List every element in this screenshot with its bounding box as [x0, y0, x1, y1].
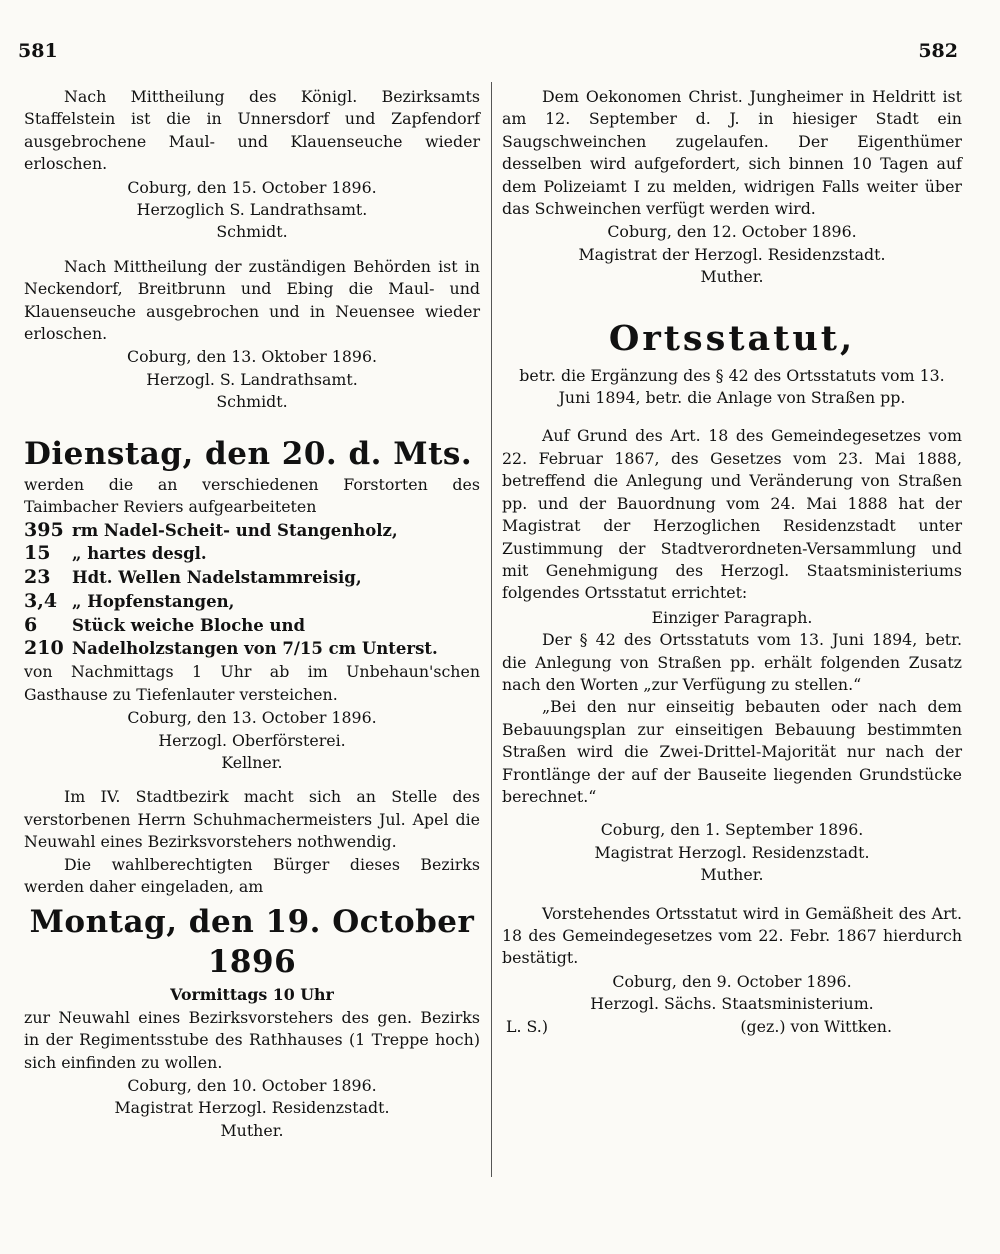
column-divider — [491, 82, 492, 1177]
notice-text: Die wahlberechtigten Bürger dieses Bezirks werden daher eingeladen, am — [24, 854, 480, 896]
wood-qty: 23 — [24, 566, 51, 589]
statute-quote: „Bei den nur einseitig bebauten oder nach dem Bebauungsplan zur einseitigen Bebauung bestimmten Straßen wird die Zwei-Drittel-Majorität nur nach der Frontlänge der auf der Bauseite liegenden Grundstücke berechnet.“ — [502, 697, 962, 806]
wood-qty: 395 — [24, 518, 64, 541]
notice-signer: Schmidt. — [216, 392, 288, 412]
notice-seuche-staffelstein — [24, 86, 480, 244]
seal-mark: L. S.) — [506, 1016, 548, 1036]
statute-ministry: Herzogl. Sächs. Staatsministerium. — [590, 994, 874, 1014]
wood-qty: 15 — [24, 542, 51, 565]
wood-item — [24, 519, 480, 543]
wood-desc: „ Hopfenstangen, — [72, 591, 235, 611]
notice-date: Coburg, den 13. October 1896. — [127, 708, 377, 728]
notice-heading: Dienstag, den 20. d. Mts. — [24, 435, 473, 472]
notice-bezirksvorsteher-wahl — [24, 786, 480, 1142]
statute-date: Coburg, den 1. September 1896. — [600, 820, 864, 840]
notice-holzverkauf — [24, 434, 480, 775]
wood-desc: „ hartes desgl. — [72, 544, 207, 564]
wood-desc: Nadelholzstangen von 7/15 cm Unterst. — [72, 639, 438, 659]
notice-saugschwein — [502, 86, 962, 289]
statute-signer: Muther. — [700, 865, 764, 885]
notice-authority: Herzoglich S. Landrathsamt. — [136, 200, 368, 220]
notice-date: Coburg, den 13. Oktober 1896. — [126, 347, 378, 367]
wood-desc: Hdt. Wellen Nadelstammreisig, — [72, 568, 362, 588]
statute-authority: Magistrat Herzogl. Residenzstadt. — [594, 842, 870, 862]
wood-item — [24, 590, 480, 614]
statute-approval-date: Coburg, den 9. October 1896. — [612, 971, 852, 991]
right-column — [502, 86, 962, 1044]
statute-subtitle: betr. die Ergänzung des § 42 des Ortsstatuts vom 13. Juni 1894, betr. die Anlage von Straßen pp. — [519, 365, 945, 408]
page-number-left: 581 — [18, 40, 58, 62]
statute-section-text: Der § 42 des Ortsstatuts vom 13. Juni 1894, betr. die Anlegung von Straßen pp. erhält folgenden Zusatz nach den Worten „zur Verfügung zu stellen.“ — [502, 630, 962, 694]
wood-desc: Stück weiche Bloche und — [72, 615, 306, 635]
notice-heading: Montag, den 19. October 1896 — [29, 904, 475, 981]
wood-list — [24, 519, 480, 662]
notice-ortsstatut — [502, 317, 962, 1038]
wood-item — [24, 566, 480, 590]
notice-authority: Magistrat der Herzogl. Residenzstadt. — [578, 244, 886, 264]
statute-section-title: Einziger Paragraph. — [651, 607, 813, 627]
notice-seuche-neckendorf — [24, 256, 480, 414]
notice-authority: Herzogl. S. Landrathsamt. — [146, 369, 358, 389]
wood-desc: rm Nadel-Scheit- und Stangenholz, — [72, 520, 398, 540]
notice-authority: Magistrat Herzogl. Residenzstadt. — [114, 1098, 390, 1118]
wood-qty: 3,4 — [24, 589, 58, 612]
minister-signature: (gez.) von Wittken. — [740, 1016, 892, 1036]
statute-signature-line — [502, 1016, 962, 1038]
notice-text: Dem Oekonomen Christ. Jungheimer in Heldritt ist am 12. September d. J. in hiesiger Stadt ein Saugschweinchen zugelaufen. Der Eigenthümer desselben wird aufgefordert, sich binnen 10 Tagen auf dem Polizeiamt I zu melden, widrigen Falls weiter über das Schweinchen verfügt werden wird. — [502, 87, 962, 219]
notice-text: zur Neuwahl eines Bezirksvorstehers des gen. Bezirks in der Regimentsstube des Rathhauses (1 Treppe hoch) sich einfinden zu wollen. — [24, 1007, 480, 1072]
notice-date: Coburg, den 10. October 1896. — [127, 1075, 377, 1095]
wood-item — [24, 542, 480, 566]
notice-signer: Muther. — [220, 1120, 284, 1140]
notice-date: Coburg, den 12. October 1896. — [607, 222, 857, 242]
statute-body: Auf Grund des Art. 18 des Gemeindegesetzes vom 22. Februar 1867, des Gesetzes vom 23. Mai 1888, betreffend die Anlegung und Veränderung von Straßen pp. und der Bauordnung vom 24. Mai 1888 hat der Magistrat der Herzoglichen Residenzstadt unter Zustimmung der Stadtverordneten-Versammlung und mit Genehmigung des Herzogl. Staatsministeriums folgendes Ortsstatut errichtet: — [502, 426, 962, 603]
notice-subheading: Vormittags 10 Uhr — [170, 985, 334, 1005]
wood-qty: 6 — [24, 613, 38, 636]
notice-text: Nach Mittheilung der zuständigen Behörden ist in Neckendorf, Breitbrunn und Ebing die Maul- und Klauenseuche ausgebrochen und in Neuensee wieder erloschen. — [24, 256, 480, 344]
page-number-right: 582 — [918, 40, 958, 62]
notice-authority: Herzogl. Oberförsterei. — [158, 730, 346, 750]
statute-heading: Ortsstatut, — [608, 317, 856, 359]
notice-signer: Kellner. — [221, 752, 283, 772]
notice-text: Im IV. Stadtbezirk macht sich an Stelle des verstorbenen Herrn Schuhmachermeisters Jul. Apel die Neuwahl eines Bezirksvorstehers nothwendig. — [24, 787, 480, 852]
notice-signer: Schmidt. — [216, 222, 288, 242]
notice-signer: Muther. — [700, 267, 764, 287]
notice-intro: werden die an verschiedenen Forstorten des Taimbacher Reviers aufgearbeiteten — [24, 474, 480, 517]
wood-qty: 210 — [24, 637, 64, 660]
left-column — [24, 86, 480, 1148]
notice-date: Coburg, den 15. October 1896. — [127, 177, 377, 197]
notice-text: Nach Mittheilung des Königl. Bezirksamts Staffelstein ist die in Unnersdorf und Zapfendorf ausgebrochene Maul- und Klauenseuche wieder erloschen. — [24, 87, 480, 174]
wood-item — [24, 614, 480, 638]
wood-item — [24, 637, 480, 661]
notice-outro: von Nachmittags 1 Uhr ab im Unbehaun'schen Gasthause zu Tiefenlauter versteichen. — [24, 662, 480, 704]
statute-approval: Vorstehendes Ortsstatut wird in Gemäßheit des Art. 18 des Gemeindegesetzes vom 22. Febr. 1867 hierdurch bestätigt. — [502, 903, 962, 968]
